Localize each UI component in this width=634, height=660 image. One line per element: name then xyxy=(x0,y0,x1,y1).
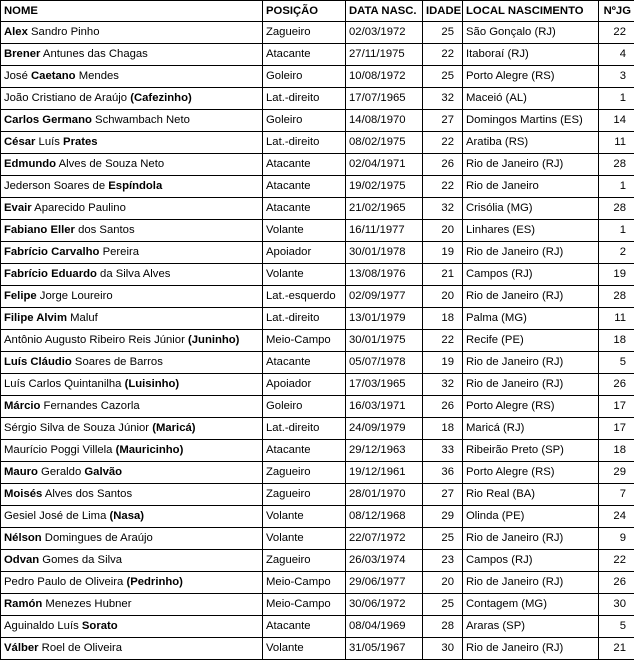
games-cell: 3 xyxy=(599,66,634,88)
birthplace-cell: Porto Alegre (RS) xyxy=(463,396,599,418)
age-cell: 20 xyxy=(423,286,463,308)
player-name-cell xyxy=(1,132,263,154)
birth-date-cell: 13/08/1976 xyxy=(346,264,423,286)
position-cell: Volante xyxy=(263,220,346,242)
player-name-cell xyxy=(1,440,263,462)
header-row xyxy=(1,1,634,22)
table-row xyxy=(1,88,634,110)
games-cell: 14 xyxy=(599,110,634,132)
age-cell: 20 xyxy=(423,572,463,594)
age-cell: 26 xyxy=(423,396,463,418)
table-row xyxy=(1,462,634,484)
games-cell: 22 xyxy=(599,22,634,44)
games-cell: 7 xyxy=(599,484,634,506)
player-name-part: dos Santos xyxy=(75,224,135,236)
position-cell: Lat.-direito xyxy=(263,308,346,330)
birth-date-cell: 16/03/1971 xyxy=(346,396,423,418)
player-name-cell xyxy=(1,308,263,330)
player-name-highlight: Odvan xyxy=(4,554,39,566)
age-cell: 22 xyxy=(423,330,463,352)
player-name-part: Gesiel José de Lima xyxy=(4,510,110,522)
player-name-part: Schwambach Neto xyxy=(92,114,190,126)
position-cell: Atacante xyxy=(263,616,346,638)
position-cell: Volante xyxy=(263,264,346,286)
player-name-highlight: César xyxy=(4,136,35,148)
birth-date-cell: 02/04/1971 xyxy=(346,154,423,176)
player-name-highlight: Válber xyxy=(4,642,39,654)
player-name-cell xyxy=(1,154,263,176)
player-name-highlight: Filipe Alvim xyxy=(4,312,67,324)
games-cell: 4 xyxy=(599,44,634,66)
position-cell: Lat.-direito xyxy=(263,418,346,440)
birthplace-cell: Rio de Janeiro (RJ) xyxy=(463,286,599,308)
birthplace-cell: Campos (RJ) xyxy=(463,264,599,286)
games-cell: 2 xyxy=(599,242,634,264)
position-cell: Meio-Campo xyxy=(263,572,346,594)
player-name-part: Maurício Poggi Villela xyxy=(4,444,116,456)
age-cell: 32 xyxy=(423,198,463,220)
position-cell: Meio-Campo xyxy=(263,330,346,352)
birth-date-cell: 29/06/1977 xyxy=(346,572,423,594)
player-name-highlight: Felipe xyxy=(4,290,37,302)
table-row xyxy=(1,264,634,286)
player-name-part: Jederson Soares de xyxy=(4,180,108,192)
player-name-part: Fernandes Cazorla xyxy=(40,400,139,412)
table-row xyxy=(1,418,634,440)
player-name-cell xyxy=(1,176,263,198)
age-cell: 32 xyxy=(423,88,463,110)
birth-date-cell: 14/08/1970 xyxy=(346,110,423,132)
birthplace-cell: Rio de Janeiro (RJ) xyxy=(463,572,599,594)
header-local-nascimento: LOCAL NASCIMENTO xyxy=(463,1,599,22)
player-name-highlight: Luís Cláudio xyxy=(4,356,72,368)
position-cell: Atacante xyxy=(263,440,346,462)
birthplace-cell: Olinda (PE) xyxy=(463,506,599,528)
player-name-cell xyxy=(1,594,263,616)
player-name-part: Pereira xyxy=(99,246,139,258)
player-name-highlight: Fabrício Carvalho xyxy=(4,246,99,258)
player-name-highlight: (Pedrinho) xyxy=(126,576,182,588)
player-name-cell xyxy=(1,44,263,66)
table-row xyxy=(1,132,634,154)
player-name-highlight: Márcio xyxy=(4,400,40,412)
games-cell: 30 xyxy=(599,594,634,616)
games-cell: 1 xyxy=(599,176,634,198)
birth-date-cell: 28/01/1970 xyxy=(346,484,423,506)
table-row xyxy=(1,176,634,198)
player-name-part: Gomes da Silva xyxy=(39,554,122,566)
player-name-highlight: Carlos Germano xyxy=(4,114,92,126)
player-name-cell xyxy=(1,616,263,638)
table-row xyxy=(1,616,634,638)
games-cell: 24 xyxy=(599,506,634,528)
birthplace-cell: Araras (SP) xyxy=(463,616,599,638)
player-name-part: Geraldo xyxy=(38,466,84,478)
table-row xyxy=(1,330,634,352)
games-cell: 5 xyxy=(599,352,634,374)
birthplace-cell: Itaboraí (RJ) xyxy=(463,44,599,66)
age-cell: 36 xyxy=(423,462,463,484)
player-name-part: Alves dos Santos xyxy=(42,488,132,500)
player-name-cell xyxy=(1,528,263,550)
player-name-cell xyxy=(1,484,263,506)
birthplace-cell: Rio de Janeiro xyxy=(463,176,599,198)
player-name-cell xyxy=(1,352,263,374)
games-cell: 28 xyxy=(599,198,634,220)
player-name-highlight: Ramón xyxy=(4,598,42,610)
age-cell: 18 xyxy=(423,308,463,330)
games-cell: 9 xyxy=(599,528,634,550)
birth-date-cell: 13/01/1979 xyxy=(346,308,423,330)
position-cell: Zagueiro xyxy=(263,550,346,572)
player-name-cell xyxy=(1,418,263,440)
games-cell: 5 xyxy=(599,616,634,638)
position-cell: Lat.-esquerdo xyxy=(263,286,346,308)
games-cell: 17 xyxy=(599,396,634,418)
player-name-cell xyxy=(1,550,263,572)
player-name-cell xyxy=(1,572,263,594)
table-row xyxy=(1,110,634,132)
age-cell: 22 xyxy=(423,44,463,66)
player-name-highlight: (Mauricinho) xyxy=(116,444,184,456)
birthplace-cell: São Gonçalo (RJ) xyxy=(463,22,599,44)
age-cell: 25 xyxy=(423,594,463,616)
table-row xyxy=(1,66,634,88)
player-name-highlight: Moisés xyxy=(4,488,42,500)
position-cell: Volante xyxy=(263,506,346,528)
table-row xyxy=(1,44,634,66)
player-name-highlight: Fabrício Eduardo xyxy=(4,268,97,280)
birth-date-cell: 05/07/1978 xyxy=(346,352,423,374)
games-cell: 11 xyxy=(599,132,634,154)
player-name-cell xyxy=(1,462,263,484)
age-cell: 20 xyxy=(423,220,463,242)
table-row xyxy=(1,528,634,550)
birth-date-cell: 17/07/1965 xyxy=(346,88,423,110)
player-name-cell xyxy=(1,638,263,660)
age-cell: 19 xyxy=(423,352,463,374)
age-cell: 23 xyxy=(423,550,463,572)
games-cell: 18 xyxy=(599,440,634,462)
position-cell: Meio-Campo xyxy=(263,594,346,616)
birthplace-cell: Crisólia (MG) xyxy=(463,198,599,220)
birthplace-cell: Linhares (ES) xyxy=(463,220,599,242)
games-cell: 1 xyxy=(599,220,634,242)
games-cell: 18 xyxy=(599,330,634,352)
table-row xyxy=(1,638,634,660)
birthplace-cell: Rio de Janeiro (RJ) xyxy=(463,242,599,264)
position-cell: Lat.-direito xyxy=(263,132,346,154)
birth-date-cell: 17/03/1965 xyxy=(346,374,423,396)
table-row xyxy=(1,550,634,572)
player-name-highlight: Galvão xyxy=(84,466,122,478)
birthplace-cell: Maceió (AL) xyxy=(463,88,599,110)
age-cell: 27 xyxy=(423,110,463,132)
games-cell: 26 xyxy=(599,572,634,594)
player-name-highlight: Edmundo xyxy=(4,158,56,170)
player-name-cell xyxy=(1,330,263,352)
player-name-highlight: Brener xyxy=(4,48,40,60)
position-cell: Apoiador xyxy=(263,242,346,264)
player-name-part: João Cristiano de Araújo xyxy=(4,92,130,104)
player-name-cell xyxy=(1,396,263,418)
age-cell: 32 xyxy=(423,374,463,396)
player-name-highlight: Evair xyxy=(4,202,32,214)
player-name-part: Domingues de Araújo xyxy=(42,532,153,544)
player-name-highlight: (Luisinho) xyxy=(125,378,180,390)
player-name-part: Soares de Barros xyxy=(72,356,163,368)
birthplace-cell: Rio de Janeiro (RJ) xyxy=(463,154,599,176)
birthplace-cell: Porto Alegre (RS) xyxy=(463,66,599,88)
age-cell: 26 xyxy=(423,154,463,176)
birth-date-cell: 31/05/1967 xyxy=(346,638,423,660)
birth-date-cell: 30/01/1978 xyxy=(346,242,423,264)
player-name-highlight: (Nasa) xyxy=(110,510,145,522)
birthplace-cell: Domingos Martins (ES) xyxy=(463,110,599,132)
player-name-part: Aparecido Paulino xyxy=(32,202,126,214)
player-name-part: Jorge Loureiro xyxy=(37,290,113,302)
table-row xyxy=(1,352,634,374)
age-cell: 18 xyxy=(423,418,463,440)
age-cell: 19 xyxy=(423,242,463,264)
header-idade: IDADE xyxy=(423,1,463,22)
table-row xyxy=(1,286,634,308)
player-name-part: Alves de Souza Neto xyxy=(56,158,164,170)
player-name-part: Maluf xyxy=(67,312,98,324)
player-name-cell xyxy=(1,220,263,242)
table-row xyxy=(1,594,634,616)
birthplace-cell: Contagem (MG) xyxy=(463,594,599,616)
player-name-part: Antônio Augusto Ribeiro Reis Júnior xyxy=(4,334,188,346)
birth-date-cell: 26/03/1974 xyxy=(346,550,423,572)
birth-date-cell: 29/12/1963 xyxy=(346,440,423,462)
age-cell: 27 xyxy=(423,484,463,506)
table-row xyxy=(1,484,634,506)
birth-date-cell: 08/02/1975 xyxy=(346,132,423,154)
header-posicao: POSIÇÃO xyxy=(263,1,346,22)
birthplace-cell: Rio Real (BA) xyxy=(463,484,599,506)
player-name-cell xyxy=(1,110,263,132)
header-nome: NOME xyxy=(1,1,263,22)
table-row xyxy=(1,220,634,242)
birthplace-cell: Ribeirão Preto (SP) xyxy=(463,440,599,462)
age-cell: 33 xyxy=(423,440,463,462)
age-cell: 25 xyxy=(423,22,463,44)
birthplace-cell: Palma (MG) xyxy=(463,308,599,330)
position-cell: Volante xyxy=(263,528,346,550)
player-name-highlight: Mauro xyxy=(4,466,38,478)
birthplace-cell: Rio de Janeiro (RJ) xyxy=(463,374,599,396)
birthplace-cell: Maricá (RJ) xyxy=(463,418,599,440)
player-name-part: Sandro Pinho xyxy=(28,26,100,38)
player-name-part: Sérgio Silva de Souza Júnior xyxy=(4,422,152,434)
games-cell: 19 xyxy=(599,264,634,286)
games-cell: 28 xyxy=(599,154,634,176)
player-name-highlight: Fabiano Eller xyxy=(4,224,75,236)
position-cell: Volante xyxy=(263,638,346,660)
table-row xyxy=(1,154,634,176)
table-row xyxy=(1,396,634,418)
table-row xyxy=(1,22,634,44)
birth-date-cell: 08/12/1968 xyxy=(346,506,423,528)
age-cell: 25 xyxy=(423,66,463,88)
birthplace-cell: Rio de Janeiro (RJ) xyxy=(463,528,599,550)
table-row xyxy=(1,572,634,594)
player-name-part: Roel de Oliveira xyxy=(39,642,123,654)
player-name-cell xyxy=(1,242,263,264)
games-cell: 21 xyxy=(599,638,634,660)
player-name-highlight: (Cafezinho) xyxy=(130,92,192,104)
birthplace-cell: Porto Alegre (RS) xyxy=(463,462,599,484)
player-name-highlight: Prates xyxy=(63,136,98,148)
player-name-cell xyxy=(1,88,263,110)
player-name-cell xyxy=(1,22,263,44)
position-cell: Goleiro xyxy=(263,110,346,132)
player-name-part: Luís Carlos Quintanilha xyxy=(4,378,125,390)
player-name-part: Pedro Paulo de Oliveira xyxy=(4,576,126,588)
position-cell: Zagueiro xyxy=(263,22,346,44)
table-row xyxy=(1,308,634,330)
position-cell: Atacante xyxy=(263,44,346,66)
games-cell: 28 xyxy=(599,286,634,308)
player-name-part: Mendes xyxy=(76,70,119,82)
games-cell: 11 xyxy=(599,308,634,330)
birthplace-cell: Aratiba (RS) xyxy=(463,132,599,154)
player-name-highlight: Caetano xyxy=(31,70,76,82)
player-name-part: Luís xyxy=(35,136,63,148)
birthplace-cell: Rio de Janeiro (RJ) xyxy=(463,638,599,660)
position-cell: Apoiador xyxy=(263,374,346,396)
position-cell: Lat.-direito xyxy=(263,88,346,110)
player-name-cell xyxy=(1,198,263,220)
birth-date-cell: 22/07/1972 xyxy=(346,528,423,550)
birth-date-cell: 02/09/1977 xyxy=(346,286,423,308)
player-name-highlight: Nélson xyxy=(4,532,42,544)
player-name-cell xyxy=(1,506,263,528)
position-cell: Atacante xyxy=(263,198,346,220)
position-cell: Zagueiro xyxy=(263,462,346,484)
table-row xyxy=(1,374,634,396)
age-cell: 30 xyxy=(423,638,463,660)
birth-date-cell: 08/04/1969 xyxy=(346,616,423,638)
birth-date-cell: 19/12/1961 xyxy=(346,462,423,484)
games-cell: 1 xyxy=(599,88,634,110)
age-cell: 25 xyxy=(423,528,463,550)
position-cell: Atacante xyxy=(263,352,346,374)
games-cell: 22 xyxy=(599,550,634,572)
birthplace-cell: Rio de Janeiro (RJ) xyxy=(463,352,599,374)
player-name-highlight: Espíndola xyxy=(108,180,162,192)
age-cell: 22 xyxy=(423,176,463,198)
player-name-highlight: Sorato xyxy=(82,620,118,632)
player-name-part: Antunes das Chagas xyxy=(40,48,147,60)
player-name-part: da Silva Alves xyxy=(97,268,170,280)
birth-date-cell: 02/03/1972 xyxy=(346,22,423,44)
position-cell: Goleiro xyxy=(263,66,346,88)
table-row xyxy=(1,198,634,220)
player-name-highlight: (Maricá) xyxy=(152,422,195,434)
player-name-cell xyxy=(1,374,263,396)
player-name-highlight: (Juninho) xyxy=(188,334,239,346)
birth-date-cell: 16/11/1977 xyxy=(346,220,423,242)
position-cell: Goleiro xyxy=(263,396,346,418)
player-name-cell xyxy=(1,66,263,88)
age-cell: 21 xyxy=(423,264,463,286)
position-cell: Zagueiro xyxy=(263,484,346,506)
birthplace-cell: Campos (RJ) xyxy=(463,550,599,572)
player-name-part: José xyxy=(4,70,31,82)
birth-date-cell: 27/11/1975 xyxy=(346,44,423,66)
birth-date-cell: 30/06/1972 xyxy=(346,594,423,616)
birth-date-cell: 24/09/1979 xyxy=(346,418,423,440)
games-cell: 17 xyxy=(599,418,634,440)
birth-date-cell: 19/02/1975 xyxy=(346,176,423,198)
player-name-part: Menezes Hubner xyxy=(42,598,131,610)
table-row xyxy=(1,440,634,462)
player-name-cell xyxy=(1,286,263,308)
birth-date-cell: 30/01/1975 xyxy=(346,330,423,352)
header-data-nasc: DATA NASC. xyxy=(346,1,423,22)
header-numero-jogos: NºJG xyxy=(599,1,634,22)
player-name-part: Aguinaldo Luís xyxy=(4,620,82,632)
birth-date-cell: 21/02/1965 xyxy=(346,198,423,220)
age-cell: 29 xyxy=(423,506,463,528)
position-cell: Atacante xyxy=(263,154,346,176)
games-cell: 26 xyxy=(599,374,634,396)
table-row xyxy=(1,506,634,528)
age-cell: 28 xyxy=(423,616,463,638)
games-cell: 29 xyxy=(599,462,634,484)
birth-date-cell: 10/08/1972 xyxy=(346,66,423,88)
age-cell: 22 xyxy=(423,132,463,154)
player-name-cell xyxy=(1,264,263,286)
player-name-highlight: Alex xyxy=(4,26,28,38)
table-row xyxy=(1,242,634,264)
position-cell: Atacante xyxy=(263,176,346,198)
birthplace-cell: Recife (PE) xyxy=(463,330,599,352)
